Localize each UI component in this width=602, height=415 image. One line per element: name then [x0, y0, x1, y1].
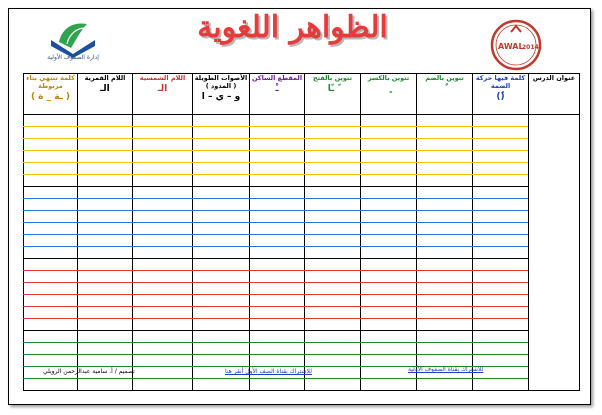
- entry-cell[interactable]: [305, 235, 361, 247]
- entry-cell[interactable]: [417, 235, 473, 247]
- entry-cell[interactable]: [133, 259, 193, 271]
- table-row: [24, 115, 580, 127]
- entry-cell[interactable]: [133, 175, 193, 187]
- entry-cell[interactable]: [361, 199, 417, 211]
- entry-cell[interactable]: [24, 319, 78, 331]
- column-header-symbol: [417, 84, 472, 95]
- entry-cell[interactable]: [305, 223, 361, 235]
- entry-cell[interactable]: [133, 355, 193, 367]
- entry-cell[interactable]: [361, 127, 417, 139]
- column-header-6: [193, 74, 250, 115]
- entry-cell[interactable]: [305, 211, 361, 223]
- entry-cell[interactable]: [250, 355, 305, 367]
- entry-cell[interactable]: [24, 355, 78, 367]
- entry-cell[interactable]: [250, 343, 305, 355]
- table-row: [24, 259, 580, 271]
- entry-cell[interactable]: [305, 307, 361, 319]
- entry-cell[interactable]: [133, 115, 193, 127]
- entry-cell[interactable]: [417, 355, 473, 367]
- entry-cell[interactable]: [193, 199, 250, 211]
- entry-cell[interactable]: [361, 319, 417, 331]
- entry-cell[interactable]: [417, 211, 473, 223]
- column-header-symbol: (ُ): [496, 92, 505, 103]
- entry-cell[interactable]: [305, 283, 361, 295]
- entry-cell[interactable]: [24, 379, 78, 391]
- entry-cell[interactable]: [78, 211, 133, 223]
- entry-cell[interactable]: [361, 211, 417, 223]
- entry-cell[interactable]: [133, 343, 193, 355]
- entry-cell[interactable]: [473, 343, 529, 355]
- entry-cell[interactable]: [193, 271, 250, 283]
- entry-cell[interactable]: [417, 283, 473, 295]
- entry-cell[interactable]: [250, 127, 305, 139]
- entry-cell[interactable]: [133, 367, 193, 379]
- entry-cell[interactable]: [473, 163, 529, 175]
- entry-cell[interactable]: [133, 307, 193, 319]
- entry-cell[interactable]: [250, 319, 305, 331]
- entry-cell[interactable]: [305, 355, 361, 367]
- entry-cell[interactable]: [473, 223, 529, 235]
- subscribe-first-grade-link[interactable]: للاشتراك بقناة الصف الأول أنقر هنا: [225, 368, 312, 375]
- page-title: الظواهر اللغوية: [197, 10, 388, 45]
- entry-cell[interactable]: [193, 127, 250, 139]
- entry-cell[interactable]: [133, 379, 193, 391]
- entry-cell[interactable]: [305, 271, 361, 283]
- entry-cell[interactable]: [193, 295, 250, 307]
- entry-cell[interactable]: [305, 151, 361, 163]
- entry-cell[interactable]: [193, 139, 250, 151]
- entry-cell[interactable]: [133, 139, 193, 151]
- lesson-title-cell[interactable]: [529, 115, 580, 391]
- entry-cell[interactable]: [133, 271, 193, 283]
- table-row: [24, 139, 580, 151]
- entry-cell[interactable]: [78, 127, 133, 139]
- entry-cell[interactable]: [361, 259, 417, 271]
- entry-cell[interactable]: [473, 259, 529, 271]
- entry-cell[interactable]: [305, 163, 361, 175]
- table-row: [24, 235, 580, 247]
- entry-cell[interactable]: [250, 307, 305, 319]
- table-row: [24, 331, 580, 343]
- column-header-label: كلمة تنتهي بتاء مربوطة: [26, 74, 75, 91]
- entry-cell[interactable]: [305, 343, 361, 355]
- entry-cell[interactable]: [305, 175, 361, 187]
- table-row: [24, 127, 580, 139]
- column-header-9: [24, 74, 78, 115]
- entry-cell[interactable]: [250, 175, 305, 187]
- table-row: [24, 319, 580, 331]
- entry-cell[interactable]: [24, 283, 78, 295]
- entry-cell[interactable]: [305, 115, 361, 127]
- entry-cell[interactable]: [78, 199, 133, 211]
- entry-cell[interactable]: [417, 331, 473, 343]
- entry-cell[interactable]: [133, 235, 193, 247]
- entry-cell[interactable]: [417, 139, 473, 151]
- table-row: [24, 379, 580, 391]
- entry-cell[interactable]: [78, 247, 133, 259]
- entry-cell[interactable]: [361, 307, 417, 319]
- column-header-symbol: الـ: [157, 84, 168, 95]
- entry-cell[interactable]: [417, 187, 473, 199]
- entry-cell[interactable]: [250, 199, 305, 211]
- entry-cell[interactable]: [305, 319, 361, 331]
- awal-seal-icon: [489, 18, 543, 72]
- entry-cell[interactable]: [193, 211, 250, 223]
- table-row: [24, 211, 580, 223]
- awal-year: 2014: [522, 44, 539, 51]
- entry-cell[interactable]: [193, 319, 250, 331]
- entry-cell[interactable]: [417, 163, 473, 175]
- entry-cell[interactable]: [193, 247, 250, 259]
- entry-cell[interactable]: [250, 139, 305, 151]
- entry-cell[interactable]: [473, 379, 529, 391]
- entry-cell[interactable]: [193, 151, 250, 163]
- entry-cell[interactable]: [133, 187, 193, 199]
- entry-cell[interactable]: [78, 271, 133, 283]
- entry-cell[interactable]: [78, 307, 133, 319]
- book-leaf-logo-icon: [47, 20, 99, 58]
- entry-cell[interactable]: [193, 343, 250, 355]
- entry-cell[interactable]: [24, 223, 78, 235]
- entry-cell[interactable]: [24, 271, 78, 283]
- entry-cell[interactable]: [78, 163, 133, 175]
- entry-cell[interactable]: [473, 199, 529, 211]
- entry-cell[interactable]: [24, 199, 78, 211]
- entry-cell[interactable]: [250, 295, 305, 307]
- entry-cell[interactable]: [417, 259, 473, 271]
- entry-cell[interactable]: [417, 343, 473, 355]
- entry-cell[interactable]: [417, 307, 473, 319]
- phenomena-table: [23, 73, 580, 391]
- entry-cell[interactable]: [473, 295, 529, 307]
- entry-cell[interactable]: [193, 115, 250, 127]
- table-row: [24, 295, 580, 307]
- entry-cell[interactable]: [78, 319, 133, 331]
- entry-cell[interactable]: [473, 127, 529, 139]
- entry-cell[interactable]: [78, 115, 133, 127]
- column-header-label: كلمة فيها حركة الضمة: [475, 74, 526, 91]
- entry-cell[interactable]: [133, 283, 193, 295]
- entry-cell[interactable]: [24, 343, 78, 355]
- entry-cell[interactable]: [417, 271, 473, 283]
- entry-cell[interactable]: [24, 307, 78, 319]
- table-row: [24, 175, 580, 187]
- entry-cell[interactable]: [193, 283, 250, 295]
- entry-cell[interactable]: [24, 295, 78, 307]
- entry-cell[interactable]: [250, 187, 305, 199]
- entry-cell[interactable]: [78, 355, 133, 367]
- column-header-label: تنوين بالفتح: [312, 74, 353, 82]
- entry-cell[interactable]: [78, 235, 133, 247]
- entry-cell[interactable]: [133, 151, 193, 163]
- entry-cell[interactable]: [361, 187, 417, 199]
- entry-cell[interactable]: [193, 175, 250, 187]
- entry-cell[interactable]: [305, 259, 361, 271]
- table-row: [24, 151, 580, 163]
- entry-cell[interactable]: [361, 271, 417, 283]
- entry-cell[interactable]: [193, 223, 250, 235]
- entry-cell[interactable]: [250, 379, 305, 391]
- entry-cell[interactable]: [473, 187, 529, 199]
- entry-cell[interactable]: [417, 151, 473, 163]
- entry-cell[interactable]: [361, 343, 417, 355]
- column-header-2: [417, 74, 473, 115]
- entry-cell[interactable]: [193, 379, 250, 391]
- entry-cell[interactable]: [473, 307, 529, 319]
- entry-cell[interactable]: [417, 319, 473, 331]
- entry-cell[interactable]: [473, 319, 529, 331]
- entry-cell[interactable]: [250, 223, 305, 235]
- entry-cell[interactable]: [133, 163, 193, 175]
- entry-cell[interactable]: [250, 247, 305, 259]
- table-row: [24, 247, 580, 259]
- entry-cell[interactable]: [473, 235, 529, 247]
- entry-cell[interactable]: [133, 127, 193, 139]
- entry-cell[interactable]: [24, 247, 78, 259]
- entry-cell[interactable]: [250, 331, 305, 343]
- entry-cell[interactable]: [361, 295, 417, 307]
- entry-cell[interactable]: [133, 247, 193, 259]
- entry-cell[interactable]: [78, 331, 133, 343]
- column-header-1: [473, 74, 529, 115]
- entry-cell[interactable]: [417, 223, 473, 235]
- entry-cell[interactable]: [361, 331, 417, 343]
- entry-cell[interactable]: [193, 187, 250, 199]
- entry-cell[interactable]: [193, 259, 250, 271]
- entry-cell[interactable]: [133, 199, 193, 211]
- entry-cell[interactable]: [305, 187, 361, 199]
- entry-cell[interactable]: [305, 379, 361, 391]
- entry-cell[interactable]: [473, 115, 529, 127]
- entry-cell[interactable]: [361, 247, 417, 259]
- entry-cell[interactable]: [78, 283, 133, 295]
- entry-cell[interactable]: [305, 367, 361, 379]
- entry-cell[interactable]: [133, 211, 193, 223]
- entry-cell[interactable]: [133, 331, 193, 343]
- entry-cell[interactable]: [193, 163, 250, 175]
- entry-cell[interactable]: [250, 115, 305, 127]
- column-header-7: [133, 74, 193, 115]
- table-row: [24, 187, 580, 199]
- entry-cell[interactable]: [78, 187, 133, 199]
- column-header-5: [250, 74, 305, 115]
- column-header-0: [529, 74, 580, 115]
- entry-cell[interactable]: [305, 199, 361, 211]
- entry-cell[interactable]: [417, 295, 473, 307]
- entry-cell[interactable]: [417, 199, 473, 211]
- entry-cell[interactable]: [250, 283, 305, 295]
- entry-cell[interactable]: [417, 247, 473, 259]
- entry-cell[interactable]: [473, 283, 529, 295]
- entry-cell[interactable]: [417, 127, 473, 139]
- entry-cell[interactable]: [193, 355, 250, 367]
- entry-cell[interactable]: [361, 283, 417, 295]
- entry-cell[interactable]: [361, 139, 417, 151]
- column-header-label: الأصوات الطويلة ( المدود ): [194, 74, 248, 91]
- entry-cell[interactable]: [361, 223, 417, 235]
- entry-cell[interactable]: [24, 211, 78, 223]
- entry-cell[interactable]: [250, 259, 305, 271]
- entry-cell[interactable]: [24, 235, 78, 247]
- entry-cell[interactable]: [473, 271, 529, 283]
- entry-cell[interactable]: [473, 139, 529, 151]
- table-row: [24, 199, 580, 211]
- column-header-symbol: [361, 84, 416, 95]
- entry-cell[interactable]: [133, 223, 193, 235]
- entry-cell[interactable]: [24, 139, 78, 151]
- entry-cell[interactable]: [417, 379, 473, 391]
- column-header-label: المقطع الساكن: [251, 74, 303, 82]
- entry-cell[interactable]: [473, 151, 529, 163]
- column-header-symbol: الـ: [100, 84, 110, 95]
- table-row: [24, 223, 580, 235]
- column-header-label: اللام الشمسية: [139, 74, 186, 82]
- entry-cell[interactable]: [24, 187, 78, 199]
- table-row: [24, 271, 580, 283]
- entry-cell[interactable]: [305, 331, 361, 343]
- entry-cell[interactable]: [24, 115, 78, 127]
- entry-cell[interactable]: [417, 175, 473, 187]
- entry-cell[interactable]: [361, 175, 417, 187]
- logo-caption: إدارة الصفوف الأولية: [47, 54, 99, 61]
- entry-cell[interactable]: [473, 355, 529, 367]
- table-row: [24, 163, 580, 175]
- entry-cell[interactable]: [133, 319, 193, 331]
- entry-cell[interactable]: [250, 235, 305, 247]
- entry-cell[interactable]: [305, 247, 361, 259]
- column-header-label: تنوين بالكسر: [367, 74, 410, 82]
- entry-cell[interactable]: [78, 379, 133, 391]
- entry-cell[interactable]: [193, 235, 250, 247]
- entry-cell[interactable]: [133, 295, 193, 307]
- entry-cell[interactable]: [473, 175, 529, 187]
- entry-cell[interactable]: [24, 127, 78, 139]
- entry-cell[interactable]: [473, 247, 529, 259]
- entry-cell[interactable]: [361, 235, 417, 247]
- entry-cell[interactable]: [24, 175, 78, 187]
- entry-cell[interactable]: [78, 295, 133, 307]
- column-header-symbol: ً ـًا: [327, 84, 338, 95]
- entry-cell[interactable]: [250, 151, 305, 163]
- column-header-label: عنوان الدرس: [532, 74, 576, 82]
- column-header-label: اللام القمرية: [84, 74, 126, 82]
- entry-cell[interactable]: [361, 379, 417, 391]
- entry-cell[interactable]: [305, 127, 361, 139]
- table-row: [24, 307, 580, 319]
- column-header-label: تنوين بالضم: [425, 74, 464, 82]
- entry-cell[interactable]: [473, 211, 529, 223]
- entry-cell[interactable]: [250, 163, 305, 175]
- column-header-symbol: ( ـة _ ة ): [30, 92, 71, 103]
- table-row: [24, 355, 580, 367]
- entry-cell[interactable]: [78, 259, 133, 271]
- entry-cell[interactable]: [78, 151, 133, 163]
- entry-cell[interactable]: [24, 163, 78, 175]
- entry-cell[interactable]: [361, 115, 417, 127]
- table-header-row: [24, 74, 580, 115]
- column-header-4: [305, 74, 361, 115]
- column-header-symbol: ـْ: [275, 84, 279, 95]
- column-header-symbol: و – ي – ا: [201, 92, 241, 103]
- entry-cell[interactable]: [473, 331, 529, 343]
- entry-cell[interactable]: [78, 139, 133, 151]
- column-header-8: [78, 74, 133, 115]
- subscribe-primary-link[interactable]: للاشتراك بقناة الصفوف الأولية: [408, 366, 484, 373]
- entry-cell[interactable]: [78, 223, 133, 235]
- entry-cell[interactable]: [193, 331, 250, 343]
- table-row: [24, 283, 580, 295]
- entry-cell[interactable]: [417, 115, 473, 127]
- entry-cell[interactable]: [305, 139, 361, 151]
- designer-credit: تصميم / أ. سامية عبدالرحمن الرويلي: [43, 368, 135, 375]
- entry-cell[interactable]: [78, 343, 133, 355]
- column-header-3: [361, 74, 417, 115]
- entry-cell[interactable]: [361, 355, 417, 367]
- entry-cell[interactable]: [361, 151, 417, 163]
- entry-cell[interactable]: [24, 259, 78, 271]
- table-row: [24, 343, 580, 355]
- entry-cell[interactable]: [78, 175, 133, 187]
- awal-text: AWAL: [498, 42, 524, 51]
- entry-cell[interactable]: [305, 295, 361, 307]
- entry-cell[interactable]: [250, 271, 305, 283]
- entry-cell[interactable]: [24, 151, 78, 163]
- entry-cell[interactable]: [250, 211, 305, 223]
- entry-cell[interactable]: [193, 307, 250, 319]
- entry-cell[interactable]: [24, 331, 78, 343]
- entry-cell[interactable]: [361, 163, 417, 175]
